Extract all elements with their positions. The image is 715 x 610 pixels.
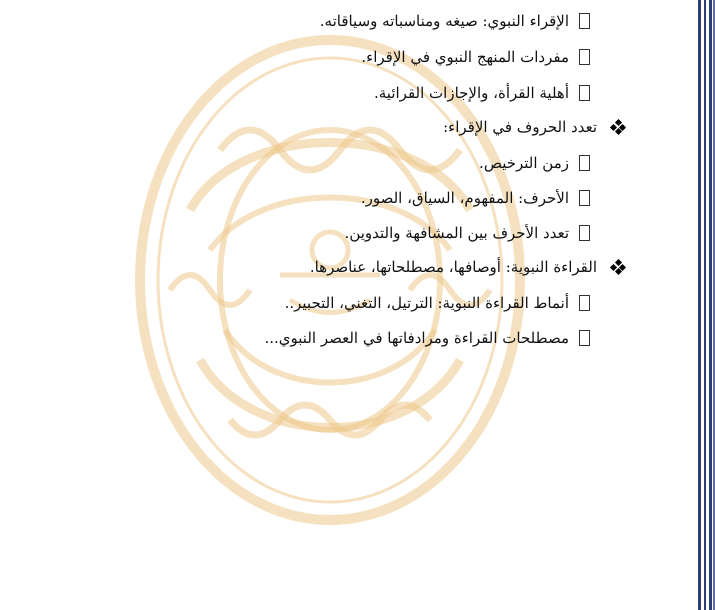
outline-item-text: أهلية القرأة، والإجازات القرائية. xyxy=(373,84,569,102)
outline-item-text: الإقراء النبوي: صيغه ومناسباته وسياقاته. xyxy=(319,12,569,30)
outline-item-text: مصطلحات القراءة ومرادفاتها في العصر النبوي... xyxy=(264,329,569,347)
watermark-seal xyxy=(130,30,530,530)
outline-item-4 xyxy=(479,154,590,172)
outline-item-7 xyxy=(285,294,590,312)
outline-heading-text: القراءة النبوية: أوصافها، مصطلحاتها، عناصرها. xyxy=(309,258,597,276)
checkbox-glyph xyxy=(579,49,590,65)
outline-item-2 xyxy=(361,48,590,66)
outline-heading-text: تعدد الحروف في الإقراء: xyxy=(443,118,597,136)
outline-item-text: زمن الترخيص. xyxy=(479,154,569,172)
checkbox-glyph xyxy=(579,85,590,101)
outline-item-text: مفردات المنهج النبوي في الإقراء. xyxy=(361,48,569,66)
page-border-decoration xyxy=(695,0,715,610)
diamond-bullet-icon xyxy=(611,120,625,134)
outline-heading-2 xyxy=(310,258,625,276)
checkbox-glyph xyxy=(579,190,590,206)
outline-item-6 xyxy=(345,224,590,242)
outline-item-5 xyxy=(361,189,590,207)
diamond-bullet-icon xyxy=(611,260,625,274)
checkbox-glyph xyxy=(579,13,590,29)
outline-heading-1 xyxy=(443,118,625,136)
outline-item-text: الأحرف: المفهوم، السياق، الصور. xyxy=(360,189,569,207)
checkbox-glyph xyxy=(579,330,590,346)
outline-item-1 xyxy=(320,12,590,30)
outline-item-text: أنماط القراءة النبوية: الترتيل، التغني، التحبير.. xyxy=(284,294,569,312)
checkbox-glyph xyxy=(579,225,590,241)
checkbox-glyph xyxy=(579,155,590,171)
checkbox-glyph xyxy=(579,295,590,311)
outline-item-text: تعدد الأحرف بين المشافهة والتدوين. xyxy=(344,224,569,242)
outline-item-3 xyxy=(374,84,590,102)
outline-item-8 xyxy=(264,329,590,347)
